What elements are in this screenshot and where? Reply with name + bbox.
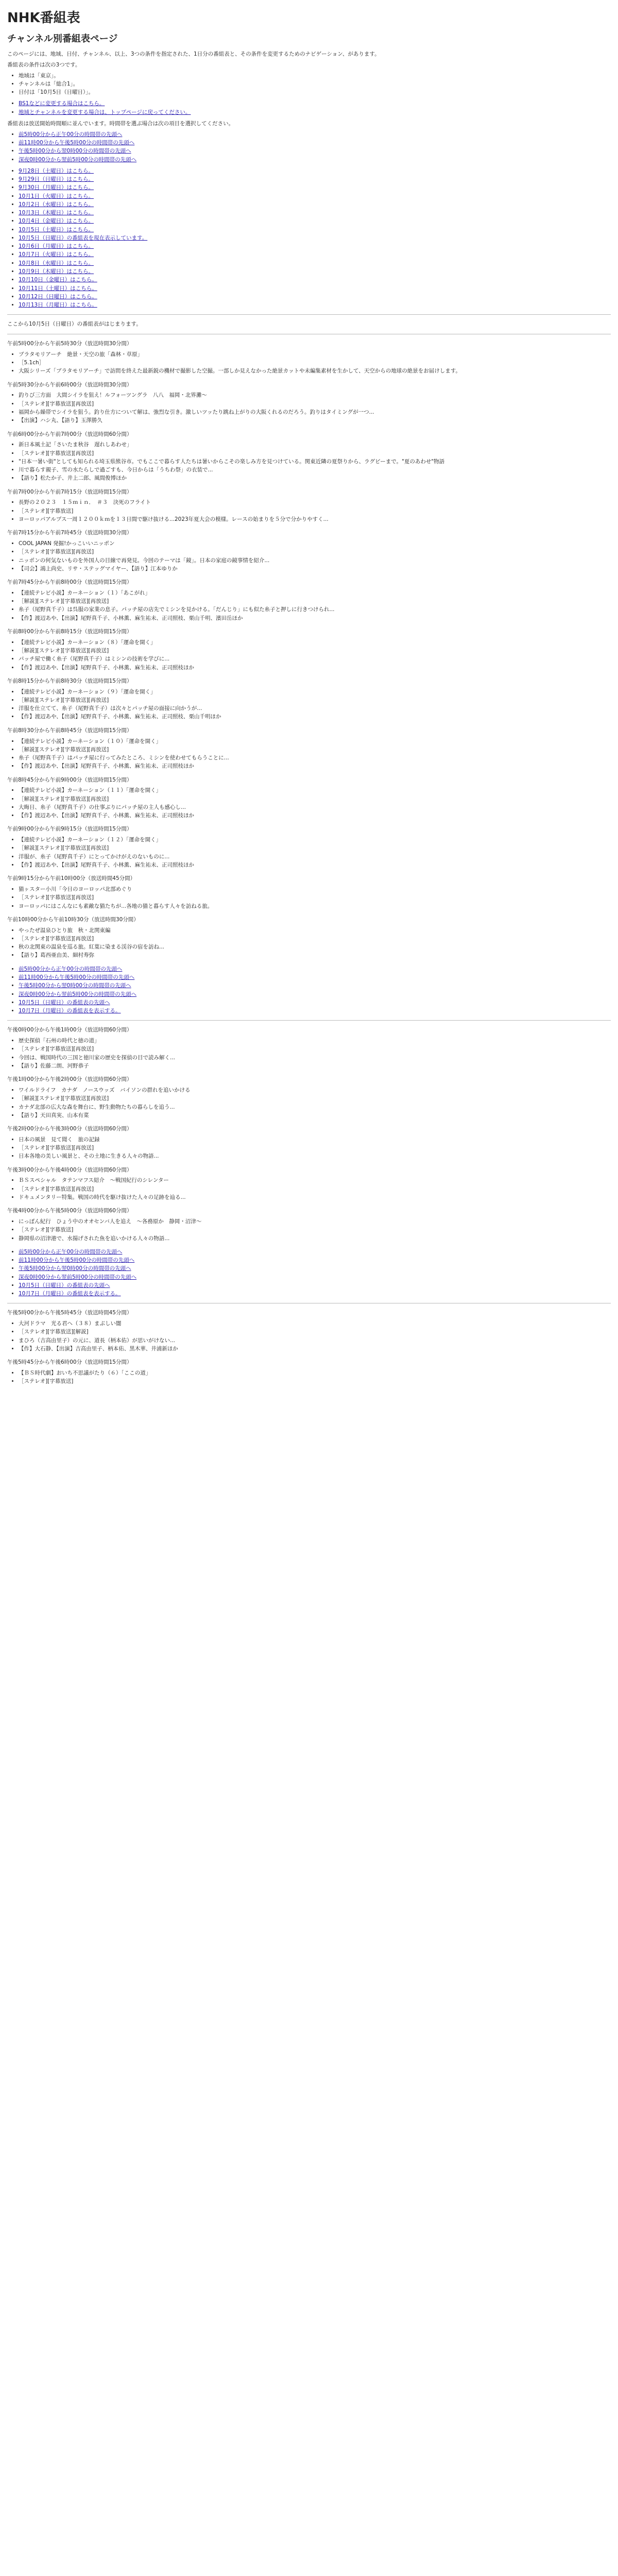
day-link[interactable]: 10月6日（月曜日）はこちら。 <box>19 243 94 250</box>
program-time: 午後5時00分から午後5時45分（放送時間45分間） <box>7 1310 132 1316</box>
day-link[interactable]: 10月2日（水曜日）はこちら。 <box>19 201 94 208</box>
program-block <box>7 726 611 771</box>
program-line: • ［ステレオ][字幕放送][再放送] <box>19 1144 611 1152</box>
program-line: • パッチ屋で働く糸子（尾野真千子）はミシンの技術を学びに... <box>19 655 611 663</box>
change-links <box>7 99 611 116</box>
program-details <box>7 350 611 376</box>
time-links <box>7 130 611 164</box>
program-block <box>7 1026 611 1070</box>
program-line: • ワイルドライフ カナダ ノースウッズ バイソンの群れを追いかける <box>19 1086 611 1094</box>
day-link[interactable]: 10月11日（土曜日）はこちら。 <box>19 285 97 292</box>
program-line: • 糸子（尾野真千子）は呉服の家業の息子。パッチ屋の店先でミシンを見かける。「だんじり」にも似た糸子と押しに行きつけられ... <box>19 605 611 614</box>
program-line: • ［解説][ステレオ][字幕放送][再放送] <box>19 745 611 754</box>
program-time: 午前8時45分から午前9時00分（放送時間15分間） <box>7 776 132 783</box>
program-line: • ［5.1ch］ <box>19 359 611 367</box>
program-line: • COOL JAPAN 発掘!かっこいいニッポン <box>19 539 611 548</box>
conditions-list <box>7 72 611 97</box>
day-link[interactable]: 10月5日（土曜日）はこちら。 <box>19 226 94 233</box>
time-note: 番組表は放送開始時間順に並んでいます。時間帯を選ぶ場合は次の項目を選択してください。 <box>7 120 234 127</box>
program-details <box>7 836 611 869</box>
program-block <box>7 628 611 672</box>
program-time: 午前7時45分から午前8時00分（放送時間15分間） <box>7 579 132 586</box>
day-link[interactable]: 10月1日（火曜日）はこちら。 <box>19 193 94 199</box>
program-line: • 糸子（尾野真千子）はパッチ屋に行ってみたところ、ミシンを使わせてもらうことに... <box>19 754 611 762</box>
day-link[interactable]: 10月10日（金曜日）はこちら。 <box>19 277 97 283</box>
program-line: • 大河ドラマ 光る君へ（３８）まぶしい闇 <box>19 1319 611 1328</box>
program-line: • ［解説][ステレオ][字幕放送][再放送] <box>19 795 611 803</box>
program-line: • 秋の北関東の温泉を巡る旅。紅葉に染まる渓谷の宿を訪ね... <box>19 943 611 951</box>
next-day-link[interactable]: 10月7日（月曜日）の番組表を表示する。 <box>19 1008 121 1014</box>
today-note: ここから10月5日（日曜日）の番組表がはじまります。 <box>7 321 142 328</box>
program-line: • ［ステレオ][字幕放送][再放送] <box>19 449 611 457</box>
program-details <box>7 440 611 482</box>
program-details <box>7 1217 611 1243</box>
program-details <box>7 1369 611 1386</box>
day-link[interactable]: 10月8日（水曜日）はこちら。 <box>19 260 94 266</box>
page-title: NHK番組表 <box>7 10 80 26</box>
program-line: • 【語り】佐藤二朗、河野恭子 <box>19 1062 611 1070</box>
time-link[interactable]: 深夜0時00分から翌前5時00分の時間帯の先頭へ <box>19 1274 137 1280</box>
day-link[interactable]: 10月9日（木曜日）はこちら。 <box>19 268 94 275</box>
program-line: • ［ステレオ][字幕放送][再放送] <box>19 935 611 943</box>
program-block <box>7 1207 611 1243</box>
program-line: • 【語り】天田真実、山本有菜 <box>19 1111 611 1120</box>
program-line: • ［ステレオ][字幕放送][再放送] <box>19 893 611 902</box>
program-line: • 川で暮らす親子、雪の水たらしで過ごすも、今日からは「うちわ祭」の衣装で... <box>19 466 611 474</box>
program-details <box>7 786 611 820</box>
program-line: • ニッポンの何気ないものを外国人の目線で再発見。今回のテーマは「鏡」。日本の家庭の鏡事情を紹介... <box>19 556 611 565</box>
program-details <box>7 539 611 573</box>
time-link[interactable]: 深夜0時00分から翌前5時00分の時間帯の先頭へ <box>19 991 137 997</box>
program-line: • 今回は、戦国時代の三国と徳川家の歴史を探偵の目で読み解く... <box>19 1054 611 1062</box>
program-list <box>7 340 611 960</box>
next-day-link[interactable]: 10月7日（月曜日）の番組表を表示する。 <box>19 1291 121 1297</box>
time-link[interactable]: 前11時00分から午後5時00分の時間帯の先頭へ <box>19 974 135 980</box>
program-details <box>7 638 611 672</box>
program-line: • 【作】渡辺あや、【出演】尾野真千子、小林薫、麻生祐未、正司照枝ほか <box>19 664 611 672</box>
program-block <box>7 916 611 960</box>
back-to-top-link[interactable]: 地域とチャンネルを変更する場合は、トップページに戻ってください。 <box>19 109 191 115</box>
program-line: • 【作】渡辺あや、【出演】尾野真千子、小林薫、麻生祐未、正司照枝ほか <box>19 811 611 820</box>
program-time: 午後5時45分から午後6時00分（放送時間15分間） <box>7 1359 132 1366</box>
divider <box>7 1020 611 1021</box>
mid-links <box>7 965 611 1015</box>
program-list <box>7 1309 611 1385</box>
program-line: • ヨーロッパにはこんなにも素敵な猫たちが...各地の猫と暮らす人々を訪ねる旅。 <box>19 902 611 910</box>
program-line: • "日本一暑い街"としても知られる埼玉県熊谷市。でもここで暮らす人たちは暑いからこその楽しみ方を見つけている。関東近隣の夏祭りから、ラグビーまで。"夏のあわせ"物語 <box>19 457 611 466</box>
time-link[interactable]: 前5時00分から正午00分の時間帯の先頭へ <box>19 965 123 972</box>
program-line: • 日本各地の美しい風景と、その土地に生きる人々の物語... <box>19 1152 611 1160</box>
program-line: • 【語り】葛西亜由美、細村寿弥 <box>19 951 611 959</box>
condition-item: • 地域は「東京」。 <box>19 72 611 80</box>
intro-text: このページには、地域、日付、チャンネル、以上、3つの条件を指定された、1日分の番組表と、その条件を変更するためのナビゲーション、があります。 <box>7 51 380 57</box>
program-line: • まひろ（吉高由里子）の元に、道長（柄本佑）が思いがけない... <box>19 1336 611 1345</box>
program-block <box>7 1075 611 1120</box>
program-time: 午前5時00分から午前5時30分（放送時間30分間） <box>7 341 132 347</box>
program-details <box>7 1319 611 1353</box>
program-time: 午後2時00分から午後3時00分（放送時間60分間） <box>7 1126 132 1132</box>
program-line: • 歴史探偵「石州の時代と徳の道」 <box>19 1037 611 1045</box>
program-line: • 大晦日、糸子（尾野真千子）の仕事ぶりにパッチ屋の主人も感心し... <box>19 803 611 811</box>
program-details <box>7 926 611 960</box>
program-details <box>7 391 611 425</box>
program-list <box>7 1026 611 1243</box>
program-time: 午前7時15分から午前7時45分（放送時間30分間） <box>7 530 132 536</box>
program-line: • ブラタモリアーチ 絶景・天空の旅「森林・草原」 <box>19 350 611 359</box>
program-details <box>7 737 611 771</box>
program-block <box>7 677 611 721</box>
program-line: • 【作】渡辺あや、【出演】尾野真千子、小林薫、麻生祐未、正司照枝ほか <box>19 762 611 770</box>
change-channel-link[interactable]: BS1などに変更する場合はこちら。 <box>19 100 105 107</box>
program-line: • ［解説][ステレオ][字幕放送][再放送] <box>19 597 611 605</box>
program-time: 午後1時00分から午後2時00分（放送時間60分間） <box>7 1076 132 1083</box>
program-line: • ［ステレオ][字幕放送][再放送] <box>19 400 611 408</box>
program-time: 午前7時00分から午前7時15分（放送時間15分間） <box>7 488 132 495</box>
program-line: • やったぜ温泉ひとり旅 秋・北関東編 <box>19 926 611 935</box>
program-line: • 【出演】ハシ丸、【語り】玉澤勝久 <box>19 416 611 425</box>
program-line: • ［ステレオ][字幕放送][解説] <box>19 1328 611 1336</box>
program-line: • ［ステレオ][字幕放送][再放送] <box>19 1045 611 1053</box>
program-block <box>7 430 611 483</box>
time-link[interactable]: 前5時00分から正午00分の時間帯の先頭へ <box>19 131 123 138</box>
program-line: • 【語り】松たか子、井上二郎、風間俊博ほか <box>19 474 611 482</box>
program-block <box>7 1125 611 1161</box>
time-link[interactable]: 午後5時00分から翌0時00分の時間帯の先頭へ <box>19 1265 131 1272</box>
program-block <box>7 776 611 820</box>
program-line: • 【連続テレビ小説】カーネーション（１２）「運命を開く」 <box>19 836 611 844</box>
program-line: • 福岡から繰帯でシイラを狙う。釣り仕方について解は、強烈な引き。激しいツッたり跳ね上がりの大阪くれるのだろう。釣りはタイミングが一つ... <box>19 408 611 416</box>
day-link[interactable]: 9月29日（日曜日）はこちら。 <box>19 176 94 183</box>
program-block <box>7 578 611 622</box>
program-block <box>7 529 611 573</box>
program-line: • 【連続テレビ小説】カーネーション（１１）「運命を開く」 <box>19 786 611 794</box>
program-details <box>7 885 611 910</box>
program-line: • カナダ北部の広大な森を舞台に、野生動物たちの暮らしを追う... <box>19 1103 611 1111</box>
program-line: • にっぽん紀行 ひょう中のオオセンバ人を追え ～各務原か 静岡・沼津～ <box>19 1217 611 1226</box>
program-block <box>7 825 611 869</box>
program-details <box>7 1086 611 1120</box>
program-line: • 【司会】鴻上尚史、リサ・ステッグマイヤー、【語り】江本ゆりか <box>19 565 611 573</box>
time-link[interactable]: 前11時00分から午後5時00分の時間帯の先頭へ <box>19 139 135 146</box>
program-line: • ヨーロッパアルプス一周１２００ｋｍを１３日間で駆け抜ける...2023年夏大会の模様。レースの始まりを５分で分かりやすく... <box>19 515 611 523</box>
day-link[interactable]: 10月7日（火曜日）はこちら。 <box>19 251 94 258</box>
program-line: • 静岡県の沼津港で、水揚げされた魚を追いかける人々の物語... <box>19 1234 611 1243</box>
program-time: 午後4時00分から午後5時00分（放送時間60分間） <box>7 1208 132 1214</box>
day-top-link[interactable]: 10月5日（日曜日）の番組表の先頭へ <box>19 999 110 1006</box>
program-line: • 【ＢＳ時代劇】おいち不思議がたり（６）「ここの道」 <box>19 1369 611 1377</box>
program-time: 午前10時00分から午前10時30分（放送時間30分間） <box>7 916 139 923</box>
program-line: • ドキュメンタリー特集。戦国の時代を駆け抜けた人々の足跡を辿る... <box>19 1193 611 1201</box>
program-line: • 日本の風景 見て聞く 旅の記録 <box>19 1136 611 1144</box>
page-subtitle: チャンネル別番組表ページ <box>7 33 118 44</box>
program-line: • ［解説][ステレオ][字幕放送][再放送] <box>19 696 611 704</box>
program-block <box>7 874 611 910</box>
time-link[interactable]: 前11時00分から午後5時00分の時間帯の先頭へ <box>19 1257 135 1264</box>
program-line: • ［解説][ステレオ][字幕放送][再放送] <box>19 1094 611 1103</box>
program-line: • ［ステレオ][字幕放送][再放送] <box>19 548 611 556</box>
program-line: • 【作】渡辺あや、【出演】尾野真千子、小林薫、麻生祐未、正司照枝ほか <box>19 861 611 869</box>
time-link[interactable]: 前5時00分から正午00分の時間帯の先頭へ <box>19 1248 123 1255</box>
program-line: • 洋服を仕立てて、糸子（尾野真千子）は次々とパッチ屋の面接に向かうが... <box>19 704 611 713</box>
program-line: • ［ステレオ][字幕放送][再放送] <box>19 1185 611 1193</box>
program-details <box>7 688 611 721</box>
day-top-link[interactable]: 10月5日（日曜日）の番組表の先頭へ <box>19 1282 110 1289</box>
condition-item: • チャンネルは「総合1」。 <box>19 80 611 88</box>
divider <box>7 314 611 315</box>
day-link[interactable]: 10月3日（木曜日）はこちら。 <box>19 210 94 216</box>
program-line: • 大阪シリーズ「ブラタモリアーチ」で訪問を終えた最新鋭の機材で撮影した空撮。一部しか見えなかった絶景カットや未編集素材を生かして、天空からの地球の絶景をお届けします。 <box>19 367 611 375</box>
conditions-label: 番組表の条件は次の3つです。 <box>7 61 81 68</box>
day-link[interactable]: 9月28日（土曜日）はこちら。 <box>19 167 94 174</box>
program-details <box>7 589 611 622</box>
program-line: • 【連続テレビ小説】カーネーション（１０）「運命を開く」 <box>19 737 611 745</box>
program-line: • 釣りび三方面 大間シイラを狙え！ルフォーツングラ 八八 福岡・北界灘～ <box>19 391 611 399</box>
program-line: • 洋服が、糸子（尾野真千子）にとってかけがえのないものに... <box>19 853 611 861</box>
program-details <box>7 1037 611 1070</box>
program-block <box>7 1166 611 1202</box>
program-time: 午前9時15分から午前10時00分（放送時間45分間） <box>7 875 136 882</box>
program-block <box>7 340 611 376</box>
program-line: • 【作】渡辺あや、【出演】尾野真千子、小林薫、麻生祐未、正司照枝、栗山千明ほか <box>19 713 611 721</box>
time-link[interactable]: 午後5時00分から翌0時00分の時間帯の先頭へ <box>19 148 131 155</box>
day-link[interactable]: 10月12日（日曜日）はこちら。 <box>19 293 97 300</box>
program-details <box>7 1176 611 1201</box>
condition-item: • 日付は「10月5日（日曜日）」。 <box>19 88 611 96</box>
program-details <box>7 498 611 523</box>
program-time: 午前8時30分から午前8時45分（放送時間15分間） <box>7 727 132 734</box>
time-link[interactable]: 午後5時00分から翌0時00分の時間帯の先頭へ <box>19 982 131 989</box>
program-line: • ＢＳスペシャル タテンマフス紹介 ～戦国紀行のシレンター <box>19 1176 611 1184</box>
day-link[interactable]: 10月13日（月曜日）はこちら。 <box>19 302 97 309</box>
program-time: 午後0時00分から午後1時00分（放送時間60分間） <box>7 1027 132 1033</box>
program-line: • ［ステレオ][字幕放送] <box>19 1377 611 1385</box>
program-line: • 【作】大石静、【出演】吉高由里子、柄本佑、黒木華、井浦新ほか <box>19 1345 611 1353</box>
program-block <box>7 1309 611 1353</box>
program-line: • 【作】渡辺あや、【出演】尾野真千子、小林薫、麻生祐未、正司照枝、栗山千明、濱田岳ほか <box>19 614 611 622</box>
program-time: 午前6時00分から午前7時00分（放送時間60分間） <box>7 431 132 437</box>
program-line: • 長野の２０２３ １５ｍｉｎ． ＃３ 決死のフライト <box>19 498 611 506</box>
program-time: 午後3時00分から午後4時00分（放送時間60分間） <box>7 1166 132 1173</box>
program-time: 午前9時00分から午前9時15分（放送時間15分間） <box>7 826 132 833</box>
program-line: • ［ステレオ][字幕放送] <box>19 1226 611 1234</box>
program-line: • 新日本風土記「さいたま秋谷 遅れしあわせ」 <box>19 440 611 449</box>
program-time: 午前5時30分から午前6時00分（放送時間30分間） <box>7 381 132 388</box>
time-link[interactable]: 深夜0時00分から翌前5時00分の時間帯の先頭へ <box>19 156 137 163</box>
day-link[interactable]: 9月30日（月曜日）はこちら。 <box>19 184 94 191</box>
program-line: • ［解説][ステレオ][字幕放送][再放送] <box>19 647 611 655</box>
program-line: • 猫ヶスター小川「今日のヨーロッパ北部めぐり <box>19 885 611 893</box>
program-block <box>7 488 611 524</box>
program-line: • 【連続テレビ小説】カーネーション（１）「あこがれ」 <box>19 589 611 597</box>
program-line: • ［ステレオ][字幕放送] <box>19 507 611 515</box>
program-line: • 【連続テレビ小説】カーネーション（９）「運命を開く」 <box>19 688 611 696</box>
day-links <box>7 167 611 310</box>
program-line: • 【連続テレビ小説】カーネーション（８）「運命を開く」 <box>19 638 611 647</box>
day-link-current[interactable]: 10月5日（日曜日）の番組表を現在表示しています。 <box>19 234 148 241</box>
program-block <box>7 381 611 425</box>
program-details <box>7 1136 611 1161</box>
program-time: 午前8時15分から午前8時30分（放送時間15分間） <box>7 677 132 684</box>
bottom-links <box>7 1248 611 1298</box>
program-block <box>7 1358 611 1385</box>
program-line: • ［解説][ステレオ][字幕放送][再放送] <box>19 844 611 852</box>
program-time: 午前8時00分から午前8時15分（放送時間15分間） <box>7 628 132 635</box>
day-link[interactable]: 10月4日（金曜日）はこちら。 <box>19 218 94 225</box>
